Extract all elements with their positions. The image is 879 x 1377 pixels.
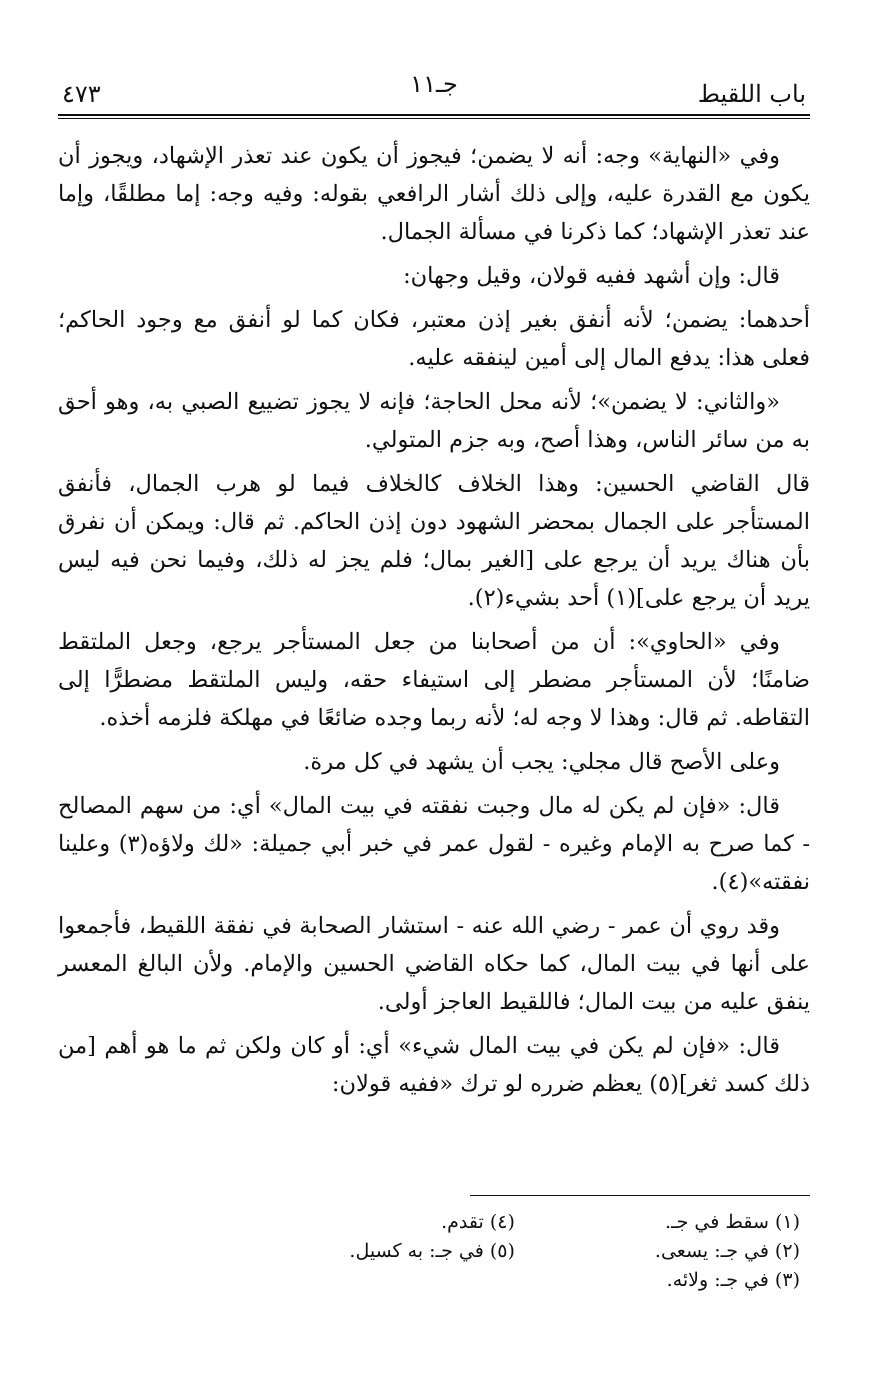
paragraph: قال القاضي الحسين: وهذا الخلاف كالخلاف فيما لو هرب الجمال، فأنفق المستأجر على الجمال بمحضر الشهود دون إذن الحاكم. ثم قال: ويمكن أن نفرق بأن هناك يريد أن يرجع على [الغير بمال؛ فلم يجز له ذلك، وفيما نحن فيه ليس يريد أن يرجع على](١) أحد بشيء(٢). (58, 471, 810, 611)
paragraph: وقد روي أن عمر - رضي الله عنه - استشار الصحابة في نفقة اللقيط، فأجمعوا على أنها في بيت المال، كما حكاه القاضي الحسين والإمام. ولأن البالغ المعسر ينفق عليه من بيت المال؛ فاللقيط العاجز أولى. (58, 913, 810, 1015)
footnote: (٢) في جـ: يسعى. (654, 1240, 800, 1262)
footnote: (٥) في جـ: به كسيل. (349, 1240, 515, 1262)
footnote: (١) سقط في جـ. (664, 1211, 800, 1233)
chapter-title: باب اللقيط (697, 80, 806, 108)
paragraph: وفي «الحاوي»: أن من أصحابنا من جعل المستأجر يرجع، وجعل الملتقط ضامنًا؛ لأن المستأجر مضطر إلى استيفاء حقه، وليس الملتقط مضطرًّا إلى التقاطه. ثم قال: وهذا لا وجه له؛ لأنه ربما وجده ضائعًا في مهلكة فلزمه أخذه. (58, 629, 810, 731)
header-rule-thin (58, 118, 810, 119)
running-header (58, 60, 810, 112)
footnote: (٤) تقدم. (441, 1211, 515, 1233)
page-number: ٤٧٣ (62, 80, 101, 108)
main-text (58, 137, 810, 1103)
footnote-rule (470, 1195, 810, 1196)
paragraph: قال: «فإن لم يكن في بيت المال شيء» أي: أو كان ولكن ثم ما هو أهم [من ذلك كسد ثغر](٥) يعظم ضرره لو ترك «ففيه قولان: (58, 1033, 810, 1097)
paragraph: وفي «النهاية» وجه: أنه لا يضمن؛ فيجوز أن يكون عند تعذر الإشهاد، ويجوز أن يكون مع القدرة عليه، وإلى ذلك أشار الرافعي بقوله: وفيه وجه: إما مطلقًا، وإما عند تعذر الإشهاد؛ كما ذكرنا في مسألة الجمال. (58, 143, 810, 245)
footnote: (٣) في جـ: ولائه. (666, 1269, 800, 1291)
paragraph: وعلى الأصح قال مجلي: يجب أن يشهد في كل مرة. (303, 749, 780, 775)
paragraph: «والثاني: لا يضمن»؛ لأنه محل الحاجة؛ فإنه لا يجوز تضييع الصبي به، وهو أحق به من سائر الناس، وهذا أصح، وبه جزم المتولي. (58, 389, 810, 453)
page (58, 60, 810, 1109)
header-rule (58, 114, 810, 116)
footnotes-column-left (349, 1208, 514, 1295)
paragraph: قال: وإن أشهد ففيه قولان، وقيل وجهان: (403, 263, 780, 289)
paragraph: أحدهما: يضمن؛ لأنه أنفق بغير إذن معتبر، فكان كما لو أنفق مع وجود الحاكم؛ فعلى هذا: يدفع المال إلى أمين لينفقه عليه. (58, 307, 810, 371)
volume-label: جـ١١ (410, 70, 458, 98)
paragraph: قال: «فإن لم يكن له مال وجبت نفقته في بيت المال» أي: من سهم المصالح - كما صرح به الإمام وغيره - لقول عمر في خبر أبي جميلة: «لك ولاؤه(٣) وعلينا نفقته»(٤). (58, 793, 811, 895)
footnotes-column-right (655, 1208, 800, 1295)
footnotes (180, 1208, 800, 1295)
